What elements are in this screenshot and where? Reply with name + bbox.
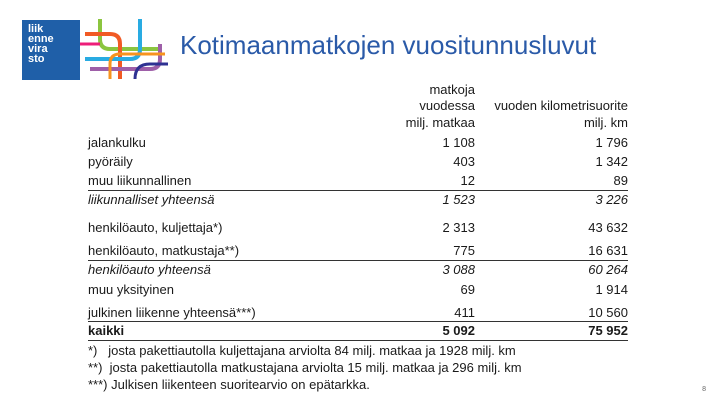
row-km: 1 796 bbox=[595, 135, 628, 150]
row-km: 10 560 bbox=[588, 305, 628, 320]
header-km-line2: milj. km bbox=[583, 115, 628, 130]
logo-line-3: vira bbox=[28, 43, 48, 55]
row-trips: 1 523 bbox=[442, 192, 475, 207]
header-trips-line1: matkoja bbox=[429, 82, 475, 97]
row-label: muu liikunnallinen bbox=[88, 173, 192, 188]
row-label: henkilöauto, kuljettaja*) bbox=[88, 220, 223, 235]
logo-line-2: enne bbox=[28, 33, 54, 45]
logo bbox=[22, 20, 80, 80]
page-number: 8 bbox=[702, 386, 706, 393]
row-km: 89 bbox=[613, 173, 628, 188]
logo-line-4: sto bbox=[28, 53, 45, 65]
row-km: 43 632 bbox=[588, 220, 628, 235]
row-label: jalankulku bbox=[88, 135, 146, 150]
arrows-graphic bbox=[80, 14, 170, 84]
row-trips: 1 108 bbox=[442, 135, 475, 150]
divider bbox=[88, 321, 628, 322]
logo-line-1: liik bbox=[28, 23, 44, 35]
row-trips: 2 313 bbox=[442, 220, 475, 235]
header-km-line1: vuoden kilometrisuorite bbox=[494, 98, 628, 113]
header-trips-line2: vuodessa bbox=[419, 98, 475, 113]
footnote-2: **) josta pakettiautolla matkustajana arviolta 15 milj. matkaa ja 296 milj. km bbox=[88, 360, 522, 375]
divider bbox=[88, 190, 628, 191]
row-trips: 775 bbox=[453, 243, 475, 258]
row-trips: 5 092 bbox=[442, 323, 475, 338]
row-km: 75 952 bbox=[588, 323, 628, 338]
row-label: pyöräily bbox=[88, 154, 133, 169]
row-trips: 12 bbox=[460, 173, 475, 188]
row-trips: 411 bbox=[454, 305, 475, 320]
row-km: 1 342 bbox=[595, 154, 628, 169]
divider bbox=[88, 260, 628, 261]
row-trips: 69 bbox=[460, 282, 475, 297]
row-label: julkinen liikenne yhteensä***) bbox=[88, 305, 256, 320]
row-label: henkilöauto, matkustaja**) bbox=[88, 243, 240, 258]
header-trips-line3: milj. matkaa bbox=[405, 115, 475, 130]
footnote-3: ***) Julkisen liikenteen suoritearvio on epätarkka. bbox=[88, 377, 370, 392]
divider bbox=[88, 340, 628, 341]
row-label: liikunnalliset yhteensä bbox=[88, 192, 215, 207]
row-trips: 403 bbox=[453, 154, 475, 169]
row-km: 60 264 bbox=[588, 262, 628, 277]
page-title: Kotimaanmatkojen vuositunnusluvut bbox=[180, 30, 597, 60]
row-trips: 3 088 bbox=[442, 262, 475, 277]
row-km: 16 631 bbox=[588, 243, 628, 258]
row-km: 3 226 bbox=[595, 192, 628, 207]
footnote-1: *) josta pakettiautolla kuljettajana arviolta 84 milj. matkaa ja 1928 milj. km bbox=[88, 343, 516, 358]
row-label: muu yksityinen bbox=[88, 282, 174, 297]
row-label: kaikki bbox=[88, 323, 125, 338]
row-label: henkilöauto yhteensä bbox=[88, 262, 211, 277]
row-km: 1 914 bbox=[595, 282, 628, 297]
